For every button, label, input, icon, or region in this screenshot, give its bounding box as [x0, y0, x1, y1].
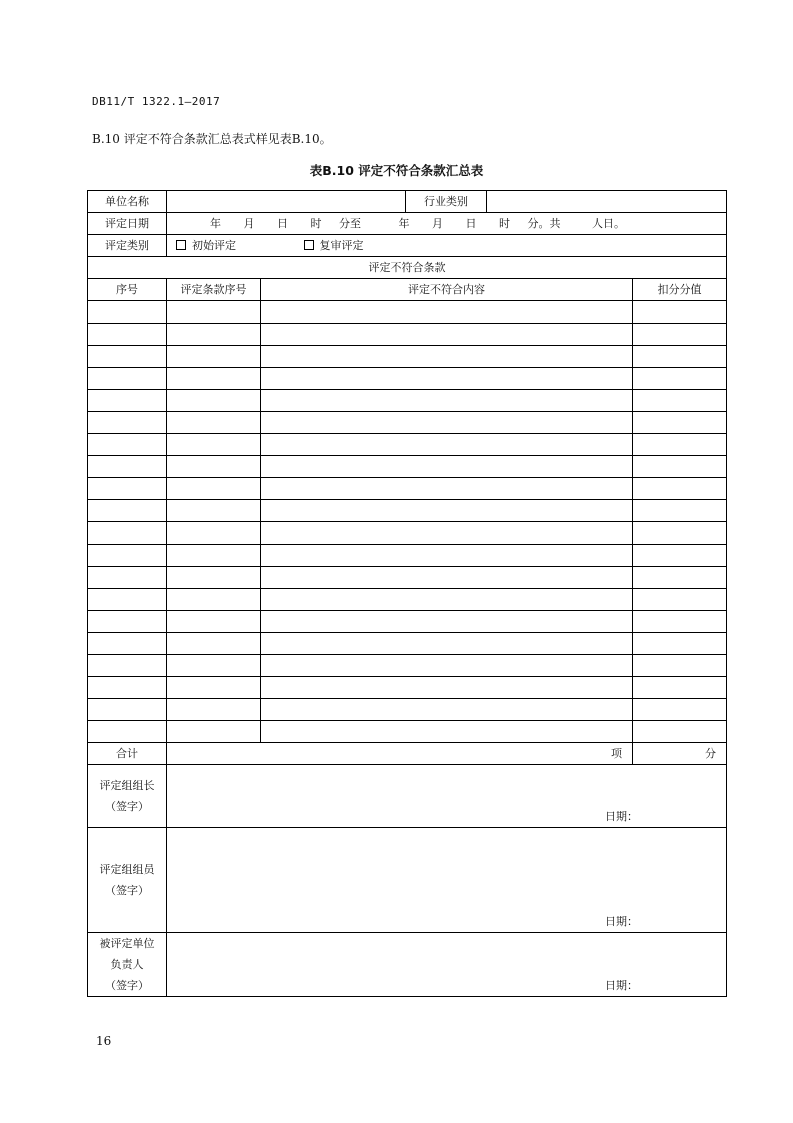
- member-signature-label: [88, 828, 167, 933]
- unit-signature-row: [88, 933, 727, 997]
- content-cell[interactable]: [261, 301, 633, 323]
- clause-cell[interactable]: [167, 411, 261, 433]
- clause-cell[interactable]: [167, 345, 261, 367]
- type-row: [88, 235, 727, 257]
- clause-cell[interactable]: [167, 323, 261, 345]
- col-seq-header: 序号: [88, 279, 167, 301]
- score-cell[interactable]: [633, 654, 727, 676]
- score-cell[interactable]: [633, 588, 727, 610]
- content-cell[interactable]: [261, 367, 633, 389]
- review-option-label: 复审评定: [319, 238, 364, 252]
- unit-name-label: 单位名称: [88, 191, 167, 213]
- column-header-row: [88, 279, 727, 301]
- seq-cell[interactable]: [88, 699, 167, 721]
- score-cell[interactable]: [633, 544, 727, 566]
- seq-cell[interactable]: [88, 566, 167, 588]
- leader-label-line2: （签字）: [105, 800, 149, 814]
- section-row: [88, 257, 727, 279]
- date-field[interactable]: [167, 213, 727, 235]
- date-month-2: 月: [432, 216, 443, 230]
- content-cell[interactable]: [261, 389, 633, 411]
- total-score-field[interactable]: [633, 743, 727, 765]
- score-cell[interactable]: [633, 478, 727, 500]
- page-number: 16: [96, 1034, 112, 1048]
- date-month-1: 月: [243, 216, 255, 230]
- seq-cell[interactable]: [88, 500, 167, 522]
- date-hour-1: 时: [310, 216, 322, 230]
- date-person-days: 人日。: [592, 216, 625, 230]
- content-cell[interactable]: [261, 323, 633, 345]
- standard-number: DB11/T 1322.1—2017: [92, 95, 221, 108]
- clause-cell[interactable]: [167, 456, 261, 478]
- clause-cell[interactable]: [167, 610, 261, 632]
- score-cell[interactable]: [633, 411, 727, 433]
- table-row: [88, 500, 727, 522]
- date-day-2: 日: [465, 216, 477, 230]
- clause-cell[interactable]: [167, 699, 261, 721]
- score-cell[interactable]: [633, 345, 727, 367]
- score-cell[interactable]: [633, 301, 727, 323]
- score-cell[interactable]: [633, 699, 727, 721]
- clause-cell[interactable]: [167, 566, 261, 588]
- total-row: [88, 743, 727, 765]
- initial-checkbox[interactable]: [176, 239, 192, 252]
- nonconformity-summary-table: [87, 190, 727, 997]
- clause-cell[interactable]: [167, 588, 261, 610]
- content-cell[interactable]: [261, 456, 633, 478]
- table-row: [88, 544, 727, 566]
- content-cell[interactable]: [261, 632, 633, 654]
- content-cell[interactable]: [261, 610, 633, 632]
- seq-cell[interactable]: [88, 721, 167, 743]
- clause-cell[interactable]: [167, 654, 261, 676]
- section-title: 评定不符合条款: [88, 257, 727, 279]
- table-row: [88, 654, 727, 676]
- content-cell[interactable]: [261, 434, 633, 456]
- score-cell[interactable]: [633, 522, 727, 544]
- table-row: [88, 411, 727, 433]
- date-day-1: 日: [277, 216, 288, 230]
- clause-cell[interactable]: [167, 721, 261, 743]
- table-row: [88, 301, 727, 323]
- content-cell[interactable]: [261, 566, 633, 588]
- member-label-line1: 评定组组员: [99, 863, 155, 877]
- clause-cell[interactable]: [167, 677, 261, 699]
- leader-signature-row: [88, 765, 727, 828]
- col-score-header: 扣分分值: [633, 279, 727, 301]
- table-row: [88, 389, 727, 411]
- unit-date-label: 日期：: [605, 979, 638, 993]
- table-row: [88, 367, 727, 389]
- date-row: [88, 213, 727, 235]
- seq-cell[interactable]: [88, 434, 167, 456]
- member-date-label: 日期：: [605, 915, 638, 929]
- table-row: [88, 522, 727, 544]
- clause-cell[interactable]: [167, 301, 261, 323]
- seq-cell[interactable]: [88, 367, 167, 389]
- seq-cell[interactable]: [88, 610, 167, 632]
- member-signature-row: [88, 828, 727, 933]
- member-signature-field[interactable]: [167, 828, 727, 933]
- content-cell[interactable]: [261, 478, 633, 500]
- clause-cell[interactable]: [167, 544, 261, 566]
- table-row: [88, 588, 727, 610]
- member-label-line2: （签字）: [105, 884, 149, 898]
- content-cell[interactable]: [261, 544, 633, 566]
- clause-cell[interactable]: [167, 632, 261, 654]
- seq-cell[interactable]: [88, 654, 167, 676]
- industry-field[interactable]: [487, 191, 727, 213]
- seq-cell[interactable]: [88, 456, 167, 478]
- table-row: [88, 699, 727, 721]
- unit-label-line3: （签字）: [105, 979, 149, 993]
- score-cell[interactable]: [633, 367, 727, 389]
- score-cell[interactable]: [633, 632, 727, 654]
- score-cell[interactable]: [633, 323, 727, 345]
- total-score-unit: 分: [705, 746, 716, 760]
- seq-cell[interactable]: [88, 301, 167, 323]
- clause-cell[interactable]: [167, 434, 261, 456]
- date-minute-total: 分。共: [527, 216, 561, 230]
- type-field: [167, 235, 727, 257]
- date-minute-to: 分至: [339, 216, 361, 230]
- review-checkbox[interactable]: [304, 239, 320, 252]
- seq-cell[interactable]: [88, 411, 167, 433]
- unit-name-field[interactable]: [167, 191, 406, 213]
- score-cell[interactable]: [633, 500, 727, 522]
- table-row: [88, 478, 727, 500]
- unit-label-line2: 负责人: [110, 958, 144, 972]
- content-cell[interactable]: [261, 411, 633, 433]
- score-cell[interactable]: [633, 610, 727, 632]
- seq-cell[interactable]: [88, 544, 167, 566]
- content-cell[interactable]: [261, 654, 633, 676]
- leader-label-line1: 评定组组长: [99, 779, 155, 793]
- table-row: [88, 345, 727, 367]
- content-cell[interactable]: [261, 345, 633, 367]
- type-label: 评定类别: [88, 235, 167, 257]
- clause-cell[interactable]: [167, 500, 261, 522]
- score-cell[interactable]: [633, 721, 727, 743]
- total-items-unit: 项: [611, 746, 622, 760]
- seq-cell[interactable]: [88, 632, 167, 654]
- seq-cell[interactable]: [88, 389, 167, 411]
- table-row: [88, 721, 727, 743]
- col-content-header: 评定不符合内容: [261, 279, 633, 301]
- unit-signature-label: [88, 933, 167, 997]
- leader-signature-field[interactable]: [167, 765, 727, 828]
- date-year-2: 年: [398, 216, 410, 230]
- table-row: [88, 323, 727, 345]
- table-row: [88, 434, 727, 456]
- unit-label-line1: 被评定单位: [99, 937, 155, 951]
- content-cell[interactable]: [261, 677, 633, 699]
- table-row: [88, 632, 727, 654]
- total-items-field[interactable]: [167, 743, 633, 765]
- table-caption: 表B.10 评定不符合条款汇总表: [309, 163, 484, 178]
- clause-cell[interactable]: [167, 478, 261, 500]
- leader-date-label: 日期：: [605, 810, 638, 824]
- unit-row: [88, 191, 727, 213]
- col-clause-header: 评定条款序号: [167, 279, 261, 301]
- content-cell[interactable]: [261, 588, 633, 610]
- table-row: [88, 677, 727, 699]
- content-cell[interactable]: [261, 522, 633, 544]
- clause-cell[interactable]: [167, 367, 261, 389]
- content-cell[interactable]: [261, 721, 633, 743]
- unit-signature-field[interactable]: [167, 933, 727, 997]
- seq-cell[interactable]: [88, 323, 167, 345]
- table-row: [88, 456, 727, 478]
- content-cell[interactable]: [261, 699, 633, 721]
- content-cell[interactable]: [261, 500, 633, 522]
- leader-signature-label: [88, 765, 167, 828]
- score-cell[interactable]: [633, 434, 727, 456]
- seq-cell[interactable]: [88, 522, 167, 544]
- score-cell[interactable]: [633, 389, 727, 411]
- seq-cell[interactable]: [88, 677, 167, 699]
- table-row: [88, 566, 727, 588]
- intro-paragraph: B.10 评定不符合条款汇总表式样见表B.10。: [92, 132, 332, 146]
- clause-cell[interactable]: [167, 522, 261, 544]
- seq-cell[interactable]: [88, 588, 167, 610]
- table-row: [88, 610, 727, 632]
- initial-option-label: 初始评定: [192, 238, 236, 252]
- industry-label: 行业类别: [406, 191, 487, 213]
- seq-cell[interactable]: [88, 478, 167, 500]
- date-hour-2: 时: [499, 216, 510, 230]
- seq-cell[interactable]: [88, 345, 167, 367]
- score-cell[interactable]: [633, 677, 727, 699]
- date-year-1: 年: [210, 216, 221, 230]
- total-label: 合计: [88, 743, 167, 765]
- score-cell[interactable]: [633, 456, 727, 478]
- date-label: 评定日期: [88, 213, 167, 235]
- score-cell[interactable]: [633, 566, 727, 588]
- clause-cell[interactable]: [167, 389, 261, 411]
